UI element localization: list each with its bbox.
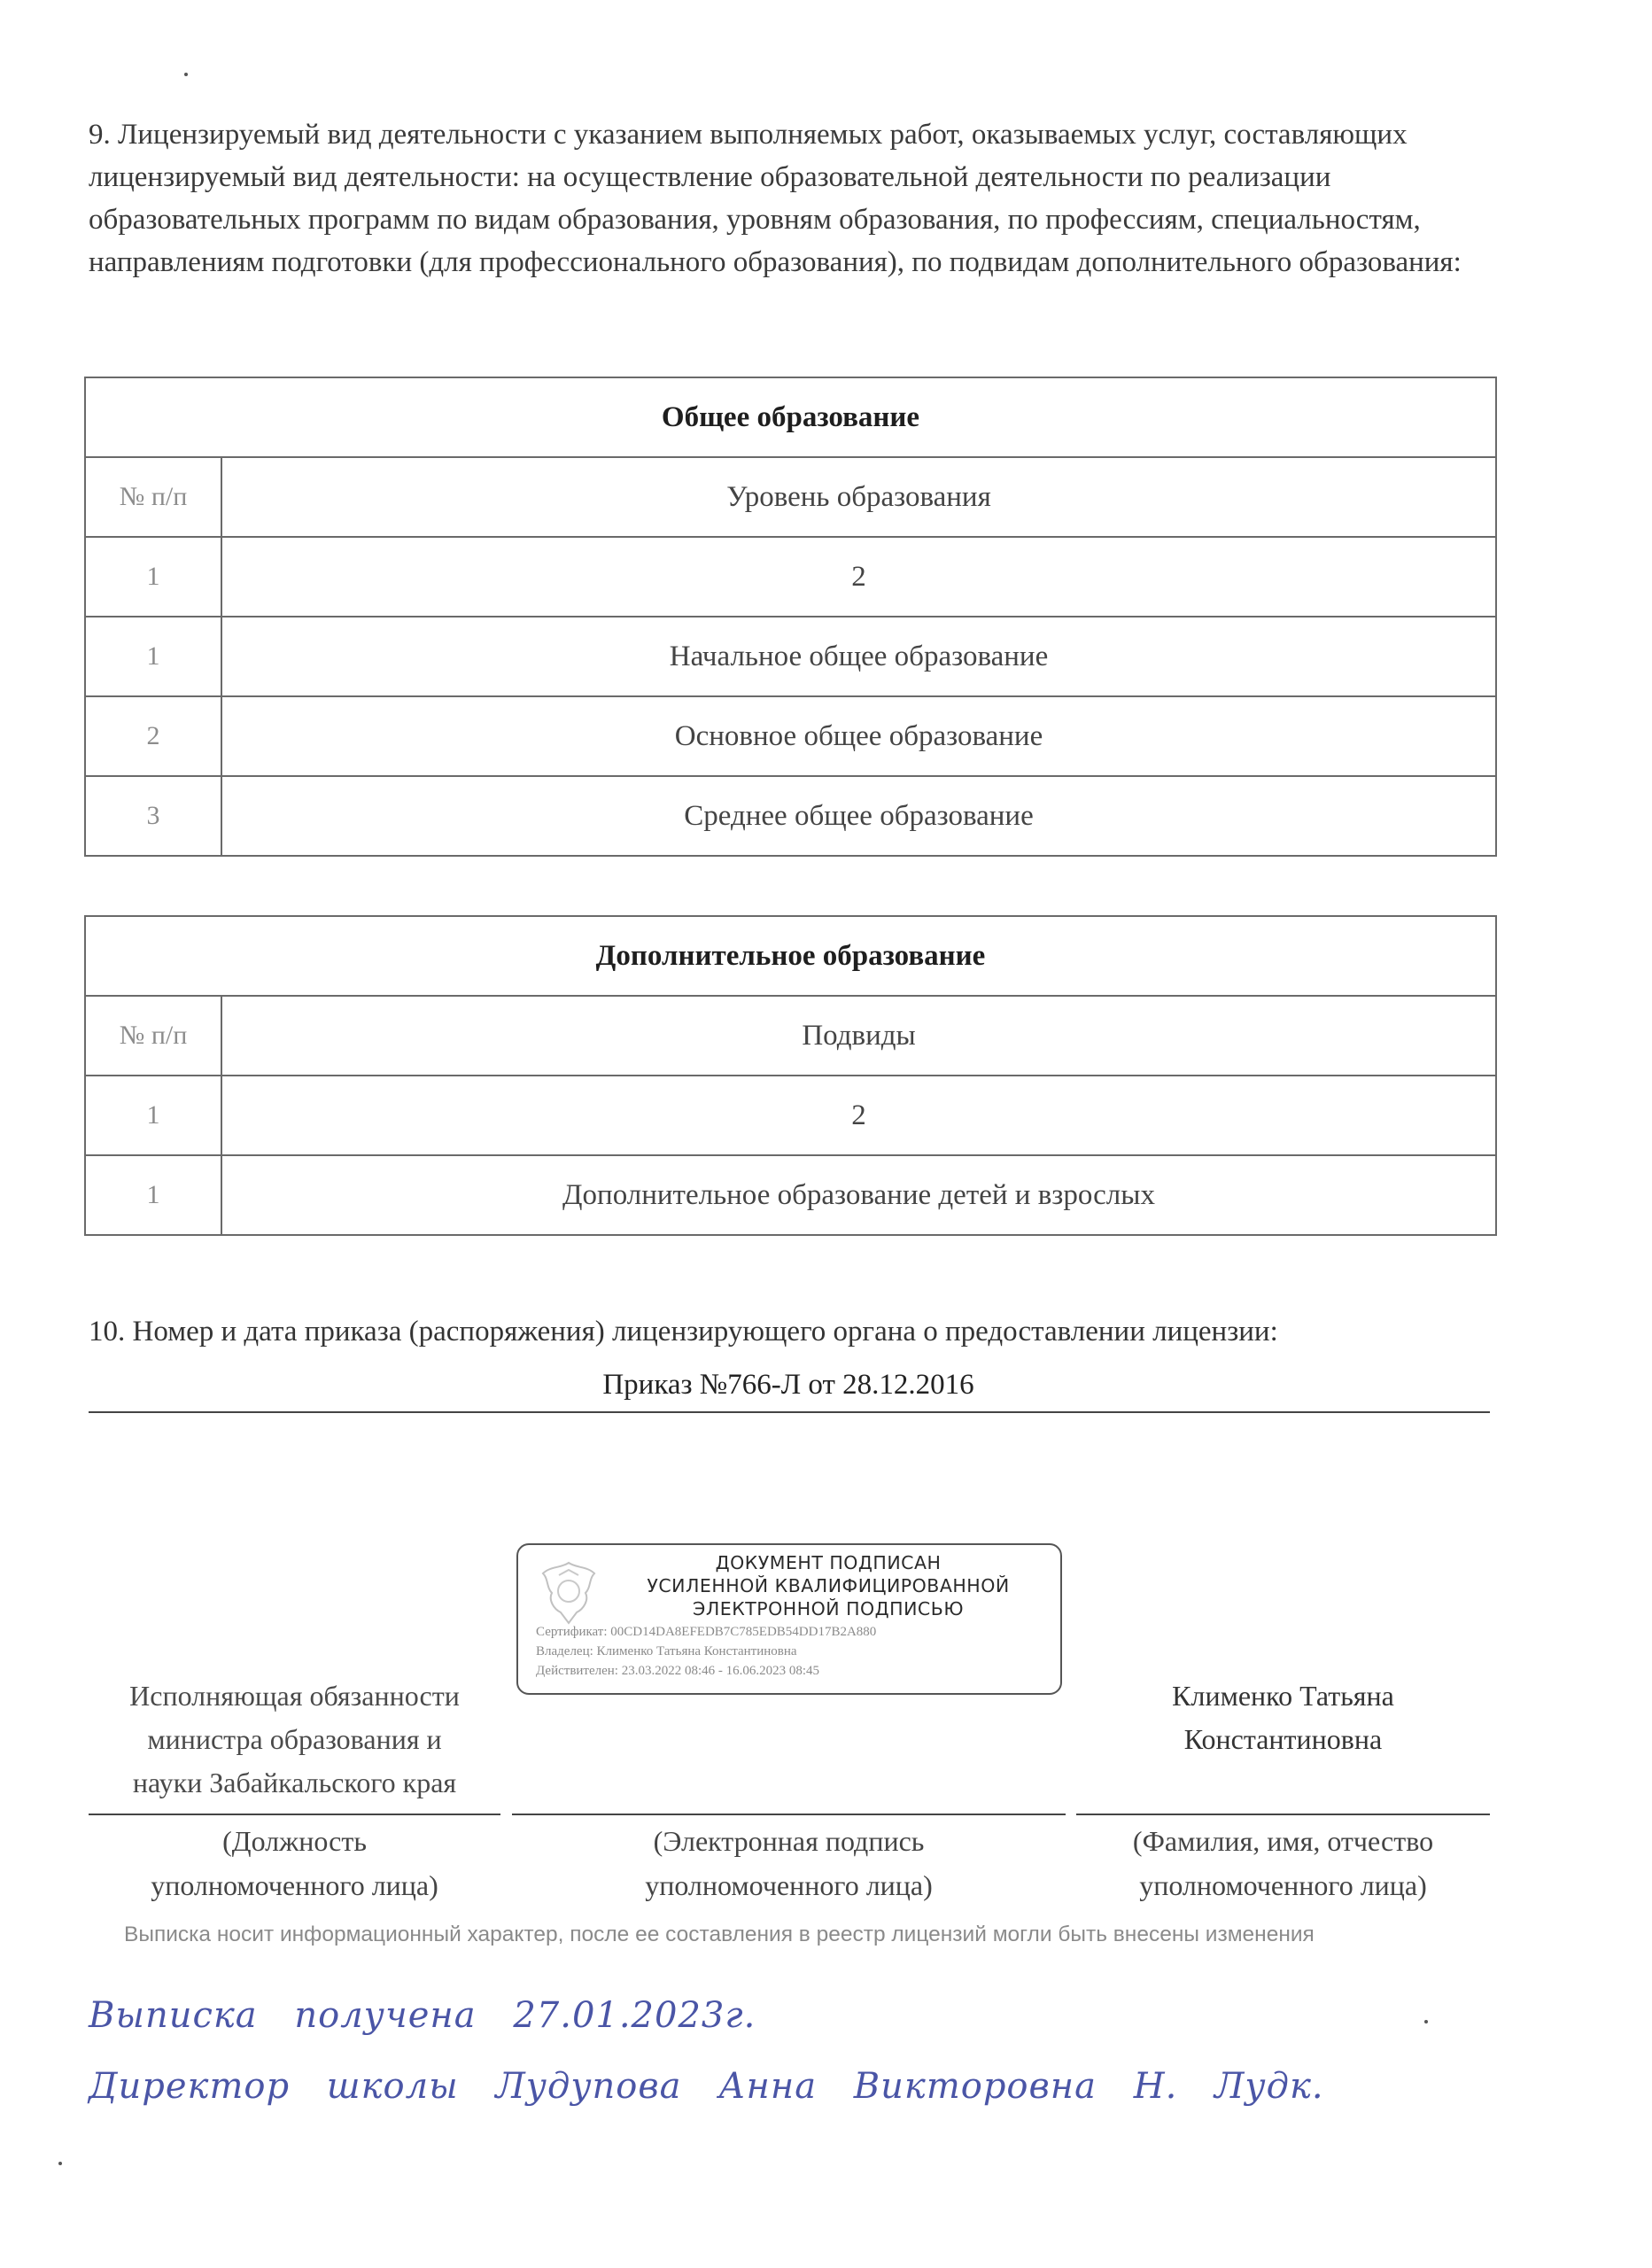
general-education-table — [84, 377, 1497, 857]
position-line: Исполняющая обязанности — [129, 1680, 460, 1712]
row-value: Начальное общее образование — [221, 617, 1496, 696]
stamp-owner: Владелец: Клименко Татьяна Константиновна — [536, 1644, 797, 1658]
stamp-heading: ЭЛЕКТРОННОЙ ПОДПИСЬЮ — [693, 1598, 964, 1619]
column-level-header: Уровень образования — [221, 457, 1496, 537]
row-value: Основное общее образование — [221, 696, 1496, 776]
table-title-row — [85, 916, 1496, 996]
caption-line: уполномоченного лица) — [1139, 1869, 1427, 1901]
table-title-row — [85, 377, 1496, 457]
row-value: 2 — [221, 1076, 1496, 1155]
stamp-heading: УСИЛЕННОЙ КВАЛИФИЦИРОВАННОЙ — [647, 1575, 1010, 1596]
official-position — [89, 1674, 500, 1805]
electronic-signature-stamp — [516, 1543, 1062, 1695]
row-value: 2 — [221, 537, 1496, 617]
scan-speck — [184, 73, 188, 76]
official-name — [1076, 1674, 1490, 1761]
table-row — [85, 1155, 1496, 1235]
signature-underline — [512, 1814, 1066, 1815]
column-number-header: № п/п — [85, 457, 221, 537]
table-row — [85, 537, 1496, 617]
coat-of-arms-icon — [534, 1557, 603, 1628]
table-header-row — [85, 996, 1496, 1076]
name-caption — [1076, 1819, 1490, 1907]
row-number: 1 — [85, 1155, 221, 1235]
table-header-row — [85, 457, 1496, 537]
column-number-header: № п/п — [85, 996, 221, 1076]
row-number: 1 — [85, 1076, 221, 1155]
handwritten-director-line: Директор школы Лудупова Анна Викторовна Н. Лудк. — [89, 2066, 1324, 2107]
table-row — [85, 617, 1496, 696]
row-number: 1 — [85, 537, 221, 617]
additional-education-title: Дополнительное образование — [85, 916, 1496, 996]
general-education-title: Общее образование — [85, 377, 1496, 457]
additional-education-table — [84, 915, 1497, 1236]
row-value: Среднее общее образование — [221, 776, 1496, 856]
row-number: 2 — [85, 696, 221, 776]
signature-caption — [512, 1819, 1066, 1907]
table-row — [85, 776, 1496, 856]
position-underline — [89, 1814, 500, 1815]
position-caption — [89, 1819, 500, 1907]
handwritten-receipt-line: Выписка получена 27.01.2023г. — [89, 1995, 756, 2036]
caption-line: уполномоченного лица) — [645, 1869, 933, 1901]
caption-line: (Фамилия, имя, отчество — [1132, 1825, 1434, 1857]
scan-speck — [58, 2162, 62, 2165]
row-value: Дополнительное образование детей и взрослых — [221, 1155, 1496, 1235]
name-line: Константиновна — [1183, 1723, 1383, 1755]
caption-line: уполномоченного лица) — [151, 1869, 438, 1901]
row-number: 3 — [85, 776, 221, 856]
column-subtype-header: Подвиды — [221, 996, 1496, 1076]
table-row — [85, 696, 1496, 776]
section-10-label: 10. Номер и дата приказа (распоряжения) лицензирующего органа о предоставлении лицензии: — [89, 1316, 1278, 1348]
stamp-validity: Действителен: 23.03.2022 08:46 - 16.06.2023 08:45 — [536, 1664, 820, 1678]
caption-line: (Должность — [222, 1825, 367, 1857]
order-number: Приказ №766-Л от 28.12.2016 — [602, 1369, 974, 1401]
name-line: Клименко Татьяна — [1172, 1680, 1394, 1712]
disclaimer-note: Выписка носит информационный характер, после ее составления в реестр лицензий могли быть внесены изменения — [124, 1922, 1315, 1946]
section-9-text: 9. Лицензируемый вид деятельности с указанием выполняемых работ, оказываемых услуг, составляющих лицензируемый вид деятельности: на осуществление образовательной деятельности по реализации образовательных программ по видам образования, уровням образования, по профессиям, специальностям, направлениям подготовки (для профессионального образования), по подвидам дополнительного образования: — [89, 119, 1462, 278]
position-line: науки Забайкальского края — [132, 1767, 457, 1798]
caption-line: (Электронная подпись — [653, 1825, 925, 1857]
stamp-heading: ДОКУМЕНТ ПОДПИСАН — [715, 1552, 942, 1573]
scan-speck — [1424, 2020, 1428, 2023]
stamp-certificate: Сертификат: 00CD14DA8EFEDB7C785EDB54DD17B2A880 — [536, 1625, 877, 1639]
table-row — [85, 1076, 1496, 1155]
position-line: министра образования и — [147, 1723, 442, 1755]
divider — [89, 1411, 1490, 1413]
name-underline — [1076, 1814, 1490, 1815]
row-number: 1 — [85, 617, 221, 696]
